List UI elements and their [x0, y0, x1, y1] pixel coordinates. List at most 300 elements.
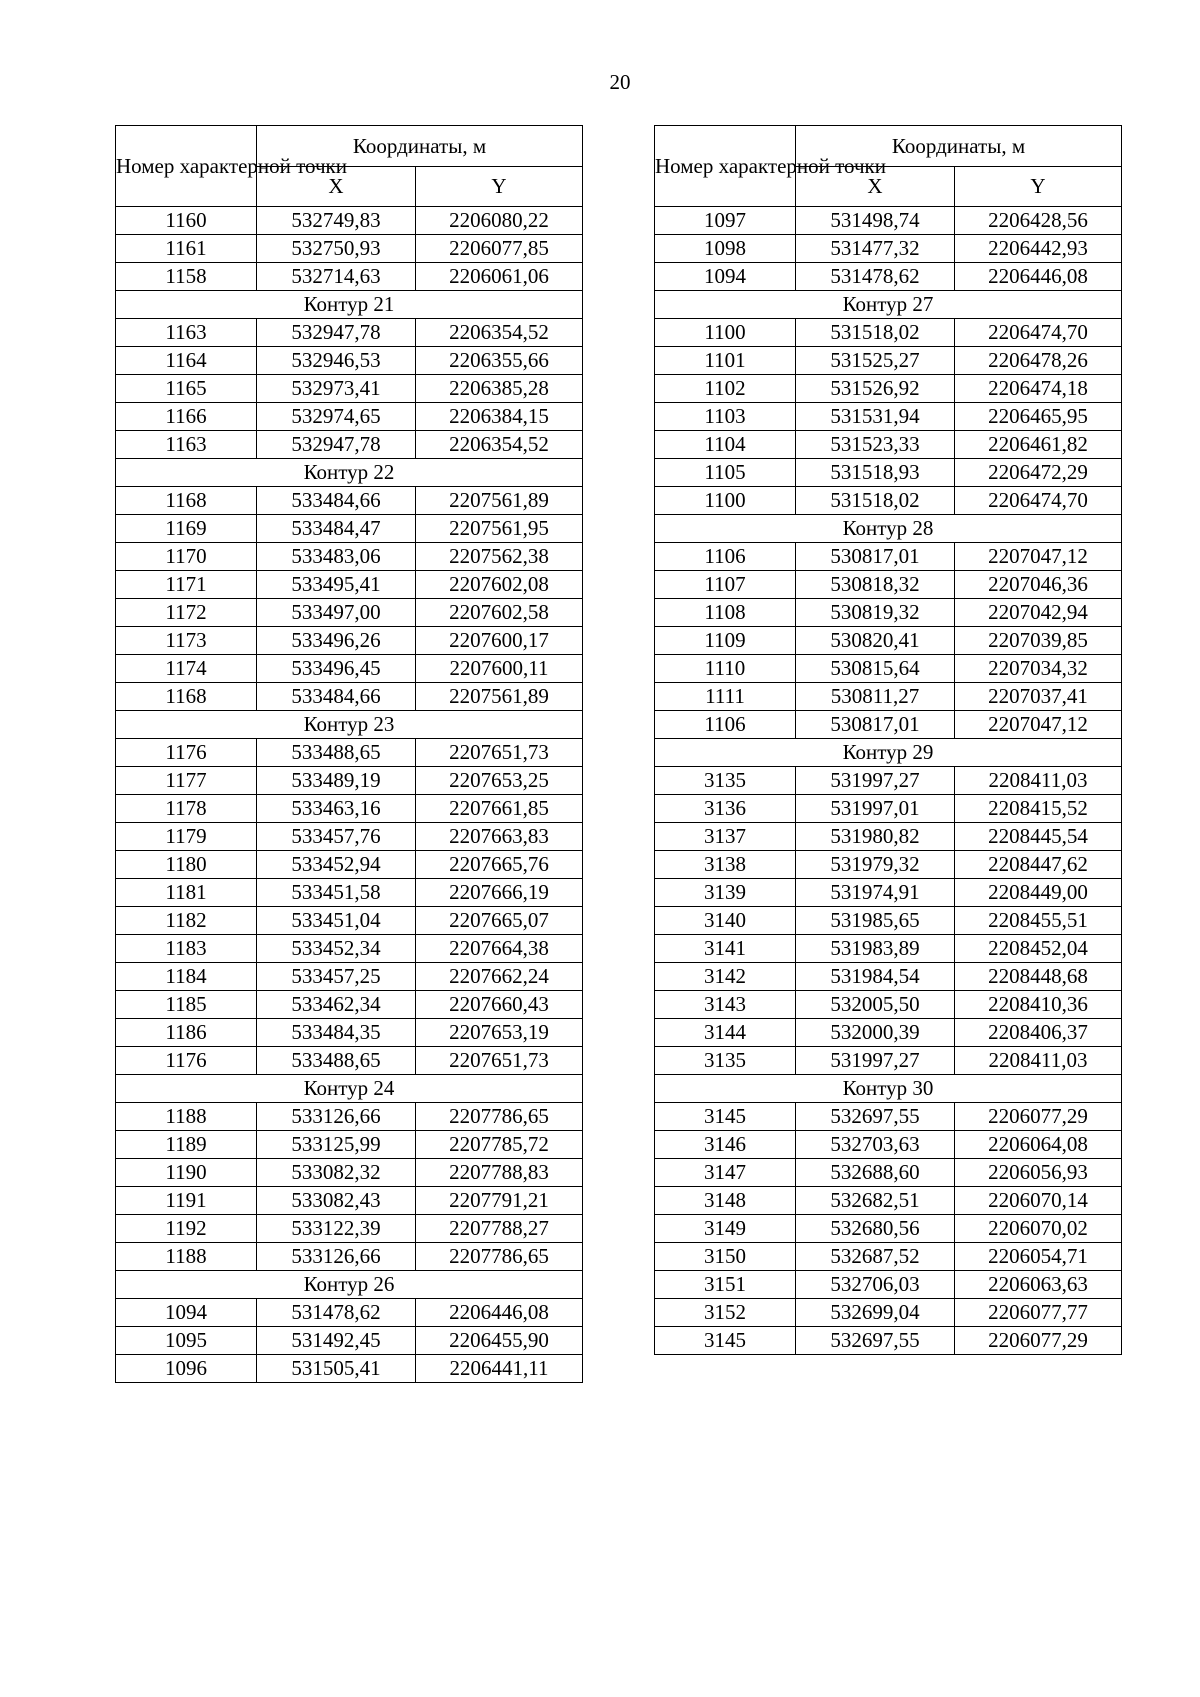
- y-coordinate-cell: 2207600,17: [416, 627, 583, 655]
- table-row: [116, 375, 583, 403]
- x-coordinate-cell: 531525,27: [796, 347, 955, 375]
- table-row: [116, 935, 583, 963]
- x-coordinate-cell: 533496,45: [257, 655, 416, 683]
- y-coordinate-cell: 2206384,15: [416, 403, 583, 431]
- table-row: [116, 599, 583, 627]
- point-number-cell: 1106: [655, 711, 796, 739]
- point-number-cell: 1170: [116, 543, 257, 571]
- table-row: [116, 487, 583, 515]
- y-coordinate-cell: 2207665,76: [416, 851, 583, 879]
- table-row: [116, 431, 583, 459]
- point-number-cell: 3144: [655, 1019, 796, 1047]
- table-row: [655, 823, 1122, 851]
- y-coordinate-cell: 2206474,18: [955, 375, 1122, 403]
- table-row: [655, 263, 1122, 291]
- y-coordinate-cell: 2207660,43: [416, 991, 583, 1019]
- point-number-cell: 1164: [116, 347, 257, 375]
- x-coordinate-cell: 533484,66: [257, 487, 416, 515]
- x-coordinate-cell: 530815,64: [796, 655, 955, 683]
- x-coordinate-cell: 533488,65: [257, 1047, 416, 1075]
- table-row: [655, 1215, 1122, 1243]
- x-coordinate-cell: 531518,02: [796, 319, 955, 347]
- contour-row: [116, 459, 583, 487]
- y-coordinate-cell: 2208410,36: [955, 991, 1122, 1019]
- x-coordinate-cell: 532973,41: [257, 375, 416, 403]
- table-row: [116, 1299, 583, 1327]
- table-row: [655, 543, 1122, 571]
- point-number-cell: 1094: [116, 1299, 257, 1327]
- contour-label: Контур 29: [655, 739, 1122, 767]
- x-coordinate-cell: 532946,53: [257, 347, 416, 375]
- table-row: [116, 683, 583, 711]
- table-row: [655, 1103, 1122, 1131]
- table-row: [116, 571, 583, 599]
- x-coordinate-cell: 533452,34: [257, 935, 416, 963]
- y-coordinate-cell: 2206070,14: [955, 1187, 1122, 1215]
- point-number-cell: 1101: [655, 347, 796, 375]
- x-coordinate-cell: 533484,47: [257, 515, 416, 543]
- table-row: [116, 207, 583, 235]
- point-number-cell: 1094: [655, 263, 796, 291]
- y-coordinate-cell: 2206455,90: [416, 1327, 583, 1355]
- x-coordinate-cell: 530817,01: [796, 543, 955, 571]
- point-number-cell: 1188: [116, 1103, 257, 1131]
- x-coordinate-cell: 533125,99: [257, 1131, 416, 1159]
- point-number-cell: 1168: [116, 683, 257, 711]
- y-coordinate-cell: 2208411,03: [955, 767, 1122, 795]
- x-coordinate-cell: 533489,19: [257, 767, 416, 795]
- y-coordinate-cell: 2206080,22: [416, 207, 583, 235]
- x-coordinate-cell: 533457,25: [257, 963, 416, 991]
- x-coordinate-cell: 531477,32: [796, 235, 955, 263]
- y-coordinate-cell: 2207562,38: [416, 543, 583, 571]
- point-number-cell: 3151: [655, 1271, 796, 1299]
- x-coordinate-cell: 531478,62: [257, 1299, 416, 1327]
- table-row: [116, 1215, 583, 1243]
- table-row: [655, 487, 1122, 515]
- header-coordinates: Координаты, м: [257, 126, 583, 167]
- contour-row: [655, 739, 1122, 767]
- point-number-cell: 3145: [655, 1103, 796, 1131]
- y-coordinate-cell: 2207602,08: [416, 571, 583, 599]
- point-number-cell: 1176: [116, 739, 257, 767]
- table-row: [655, 459, 1122, 487]
- contour-label: Контур 30: [655, 1075, 1122, 1103]
- point-number-cell: 1163: [116, 431, 257, 459]
- table-row: [655, 1047, 1122, 1075]
- table-row: [116, 655, 583, 683]
- y-coordinate-cell: 2207039,85: [955, 627, 1122, 655]
- point-number-cell: 3142: [655, 963, 796, 991]
- table-row: [116, 963, 583, 991]
- y-coordinate-cell: 2207785,72: [416, 1131, 583, 1159]
- table-row: [116, 907, 583, 935]
- point-number-cell: 3136: [655, 795, 796, 823]
- x-coordinate-cell: 532714,63: [257, 263, 416, 291]
- y-coordinate-cell: 2207786,65: [416, 1243, 583, 1271]
- point-number-cell: 3146: [655, 1131, 796, 1159]
- y-coordinate-cell: 2206354,52: [416, 319, 583, 347]
- point-number-cell: 1174: [116, 655, 257, 683]
- y-coordinate-cell: 2207561,89: [416, 683, 583, 711]
- y-coordinate-cell: 2207651,73: [416, 739, 583, 767]
- table-row: [116, 403, 583, 431]
- contour-row: [116, 291, 583, 319]
- table-row: [655, 991, 1122, 1019]
- y-coordinate-cell: 2206474,70: [955, 319, 1122, 347]
- point-number-cell: 1178: [116, 795, 257, 823]
- table-row: [116, 1103, 583, 1131]
- y-coordinate-cell: 2207561,89: [416, 487, 583, 515]
- point-number-cell: 3140: [655, 907, 796, 935]
- y-coordinate-cell: 2207047,12: [955, 543, 1122, 571]
- y-coordinate-cell: 2207042,94: [955, 599, 1122, 627]
- y-coordinate-cell: 2208452,04: [955, 935, 1122, 963]
- table-row: [116, 1327, 583, 1355]
- x-coordinate-cell: 533126,66: [257, 1243, 416, 1271]
- x-coordinate-cell: 532697,55: [796, 1327, 955, 1355]
- point-number-cell: 1184: [116, 963, 257, 991]
- header-point-number: Номер характерной точки: [655, 126, 796, 207]
- table-row: [655, 431, 1122, 459]
- point-number-cell: 1172: [116, 599, 257, 627]
- y-coordinate-cell: 2206063,63: [955, 1271, 1122, 1299]
- x-coordinate-cell: 532750,93: [257, 235, 416, 263]
- contour-row: [116, 711, 583, 739]
- y-coordinate-cell: 2208406,37: [955, 1019, 1122, 1047]
- contour-label: Контур 22: [116, 459, 583, 487]
- point-number-cell: 1163: [116, 319, 257, 347]
- table-row: [655, 1243, 1122, 1271]
- x-coordinate-cell: 532706,03: [796, 1271, 955, 1299]
- contour-label: Контур 21: [116, 291, 583, 319]
- y-coordinate-cell: 2206061,06: [416, 263, 583, 291]
- x-coordinate-cell: 533484,66: [257, 683, 416, 711]
- y-coordinate-cell: 2206354,52: [416, 431, 583, 459]
- point-number-cell: 1105: [655, 459, 796, 487]
- contour-label: Контур 24: [116, 1075, 583, 1103]
- table-body: [116, 207, 583, 1383]
- contour-row: [655, 291, 1122, 319]
- y-coordinate-cell: 2206077,29: [955, 1103, 1122, 1131]
- x-coordinate-cell: 532680,56: [796, 1215, 955, 1243]
- point-number-cell: 1110: [655, 655, 796, 683]
- point-number-cell: 1189: [116, 1131, 257, 1159]
- point-number-cell: 1173: [116, 627, 257, 655]
- table-row: [116, 515, 583, 543]
- point-number-cell: 3150: [655, 1243, 796, 1271]
- x-coordinate-cell: 531531,94: [796, 403, 955, 431]
- point-number-cell: 1169: [116, 515, 257, 543]
- x-coordinate-cell: 533496,26: [257, 627, 416, 655]
- point-number-cell: 1168: [116, 487, 257, 515]
- x-coordinate-cell: 533495,41: [257, 571, 416, 599]
- table-row: [116, 627, 583, 655]
- contour-row: [116, 1271, 583, 1299]
- table-row: [116, 823, 583, 851]
- coordinates-table-left: [115, 125, 583, 1383]
- table-row: [116, 851, 583, 879]
- table-row: [655, 1187, 1122, 1215]
- contour-row: [116, 1075, 583, 1103]
- table-row: [655, 767, 1122, 795]
- table-row: [116, 1355, 583, 1383]
- point-number-cell: 1104: [655, 431, 796, 459]
- y-coordinate-cell: 2206355,66: [416, 347, 583, 375]
- contour-label: Контур 28: [655, 515, 1122, 543]
- table-row: [655, 655, 1122, 683]
- y-coordinate-cell: 2207034,32: [955, 655, 1122, 683]
- y-coordinate-cell: 2206474,70: [955, 487, 1122, 515]
- y-coordinate-cell: 2207561,95: [416, 515, 583, 543]
- y-coordinate-cell: 2208415,52: [955, 795, 1122, 823]
- y-coordinate-cell: 2208455,51: [955, 907, 1122, 935]
- point-number-cell: 3135: [655, 767, 796, 795]
- x-coordinate-cell: 532687,52: [796, 1243, 955, 1271]
- table-row: [655, 683, 1122, 711]
- header-y: Y: [416, 166, 583, 207]
- contour-row: [655, 515, 1122, 543]
- point-number-cell: 3148: [655, 1187, 796, 1215]
- x-coordinate-cell: 532947,78: [257, 431, 416, 459]
- table-row: [655, 1271, 1122, 1299]
- x-coordinate-cell: 532688,60: [796, 1159, 955, 1187]
- x-coordinate-cell: 533457,76: [257, 823, 416, 851]
- table-row: [655, 403, 1122, 431]
- point-number-cell: 3138: [655, 851, 796, 879]
- y-coordinate-cell: 2208449,00: [955, 879, 1122, 907]
- x-coordinate-cell: 533452,94: [257, 851, 416, 879]
- coordinates-table-right: [654, 125, 1122, 1355]
- point-number-cell: 1109: [655, 627, 796, 655]
- y-coordinate-cell: 2207653,25: [416, 767, 583, 795]
- point-number-cell: 1185: [116, 991, 257, 1019]
- table-row: [116, 1187, 583, 1215]
- point-number-cell: 1183: [116, 935, 257, 963]
- table-row: [116, 347, 583, 375]
- point-number-cell: 3143: [655, 991, 796, 1019]
- x-coordinate-cell: 531980,82: [796, 823, 955, 851]
- y-coordinate-cell: 2206446,08: [416, 1299, 583, 1327]
- table-row: [655, 1159, 1122, 1187]
- x-coordinate-cell: 531984,54: [796, 963, 955, 991]
- table-row: [655, 347, 1122, 375]
- x-coordinate-cell: 531983,89: [796, 935, 955, 963]
- table-row: [655, 795, 1122, 823]
- x-coordinate-cell: 532699,04: [796, 1299, 955, 1327]
- y-coordinate-cell: 2207786,65: [416, 1103, 583, 1131]
- x-coordinate-cell: 533484,35: [257, 1019, 416, 1047]
- x-coordinate-cell: 531526,92: [796, 375, 955, 403]
- y-coordinate-cell: 2206056,93: [955, 1159, 1122, 1187]
- point-number-cell: 3139: [655, 879, 796, 907]
- x-coordinate-cell: 531492,45: [257, 1327, 416, 1355]
- table-row: [116, 879, 583, 907]
- x-coordinate-cell: 531523,33: [796, 431, 955, 459]
- y-coordinate-cell: 2207602,58: [416, 599, 583, 627]
- table-body: [655, 207, 1122, 1355]
- y-coordinate-cell: 2208411,03: [955, 1047, 1122, 1075]
- y-coordinate-cell: 2207788,83: [416, 1159, 583, 1187]
- y-coordinate-cell: 2206441,11: [416, 1355, 583, 1383]
- table-row: [655, 1019, 1122, 1047]
- table-row: [116, 991, 583, 1019]
- x-coordinate-cell: 531997,01: [796, 795, 955, 823]
- point-number-cell: 1111: [655, 683, 796, 711]
- contour-label: Контур 26: [116, 1271, 583, 1299]
- table-row: [655, 375, 1122, 403]
- y-coordinate-cell: 2207653,19: [416, 1019, 583, 1047]
- y-coordinate-cell: 2207664,38: [416, 935, 583, 963]
- y-coordinate-cell: 2207788,27: [416, 1215, 583, 1243]
- point-number-cell: 1192: [116, 1215, 257, 1243]
- table-row: [116, 235, 583, 263]
- point-number-cell: 1096: [116, 1355, 257, 1383]
- y-coordinate-cell: 2207651,73: [416, 1047, 583, 1075]
- point-number-cell: 1180: [116, 851, 257, 879]
- y-coordinate-cell: 2207665,07: [416, 907, 583, 935]
- x-coordinate-cell: 532947,78: [257, 319, 416, 347]
- x-coordinate-cell: 532682,51: [796, 1187, 955, 1215]
- point-number-cell: 3145: [655, 1327, 796, 1355]
- y-coordinate-cell: 2207037,41: [955, 683, 1122, 711]
- point-number-cell: 1102: [655, 375, 796, 403]
- table-row: [655, 851, 1122, 879]
- x-coordinate-cell: 532005,50: [796, 991, 955, 1019]
- table-row: [116, 319, 583, 347]
- contour-row: [655, 1075, 1122, 1103]
- table-row: [655, 319, 1122, 347]
- point-number-cell: 1100: [655, 487, 796, 515]
- point-number-cell: 3149: [655, 1215, 796, 1243]
- x-coordinate-cell: 532000,39: [796, 1019, 955, 1047]
- y-coordinate-cell: 2207661,85: [416, 795, 583, 823]
- x-coordinate-cell: 533488,65: [257, 739, 416, 767]
- point-number-cell: 1108: [655, 599, 796, 627]
- table-row: [116, 1131, 583, 1159]
- table-row: [655, 627, 1122, 655]
- y-coordinate-cell: 2206465,95: [955, 403, 1122, 431]
- point-number-cell: 3147: [655, 1159, 796, 1187]
- x-coordinate-cell: 533126,66: [257, 1103, 416, 1131]
- y-coordinate-cell: 2206054,71: [955, 1243, 1122, 1271]
- table-row: [655, 879, 1122, 907]
- table-row: [655, 235, 1122, 263]
- y-coordinate-cell: 2208448,68: [955, 963, 1122, 991]
- y-coordinate-cell: 2207666,19: [416, 879, 583, 907]
- x-coordinate-cell: 533462,34: [257, 991, 416, 1019]
- x-coordinate-cell: 531478,62: [796, 263, 955, 291]
- y-coordinate-cell: 2208447,62: [955, 851, 1122, 879]
- x-coordinate-cell: 531505,41: [257, 1355, 416, 1383]
- table-row: [655, 935, 1122, 963]
- y-coordinate-cell: 2206077,29: [955, 1327, 1122, 1355]
- x-coordinate-cell: 531997,27: [796, 1047, 955, 1075]
- point-number-cell: 1179: [116, 823, 257, 851]
- point-number-cell: 1166: [116, 403, 257, 431]
- x-coordinate-cell: 533497,00: [257, 599, 416, 627]
- y-coordinate-cell: 2206442,93: [955, 235, 1122, 263]
- y-coordinate-cell: 2206077,85: [416, 235, 583, 263]
- x-coordinate-cell: 531979,32: [796, 851, 955, 879]
- table-row: [655, 907, 1122, 935]
- point-number-cell: 1161: [116, 235, 257, 263]
- table-row: [116, 795, 583, 823]
- table-row: [116, 1243, 583, 1271]
- y-coordinate-cell: 2206064,08: [955, 1131, 1122, 1159]
- header-coordinates: Координаты, м: [796, 126, 1122, 167]
- point-number-cell: 1186: [116, 1019, 257, 1047]
- y-coordinate-cell: 2208445,54: [955, 823, 1122, 851]
- header-x: X: [796, 166, 955, 207]
- x-coordinate-cell: 532703,63: [796, 1131, 955, 1159]
- y-coordinate-cell: 2207663,83: [416, 823, 583, 851]
- x-coordinate-cell: 532749,83: [257, 207, 416, 235]
- y-coordinate-cell: 2207047,12: [955, 711, 1122, 739]
- table-row: [655, 963, 1122, 991]
- y-coordinate-cell: 2207600,11: [416, 655, 583, 683]
- header-point-number: Номер характерной точки: [116, 126, 257, 207]
- y-coordinate-cell: 2206472,29: [955, 459, 1122, 487]
- x-coordinate-cell: 533451,04: [257, 907, 416, 935]
- table-row: [655, 711, 1122, 739]
- x-coordinate-cell: 531498,74: [796, 207, 955, 235]
- x-coordinate-cell: 530818,32: [796, 571, 955, 599]
- x-coordinate-cell: 533082,43: [257, 1187, 416, 1215]
- point-number-cell: 1165: [116, 375, 257, 403]
- header-x: X: [257, 166, 416, 207]
- point-number-cell: 1181: [116, 879, 257, 907]
- point-number-cell: 1176: [116, 1047, 257, 1075]
- y-coordinate-cell: 2206385,28: [416, 375, 583, 403]
- point-number-cell: 1171: [116, 571, 257, 599]
- x-coordinate-cell: 531974,91: [796, 879, 955, 907]
- x-coordinate-cell: 531997,27: [796, 767, 955, 795]
- x-coordinate-cell: 530819,32: [796, 599, 955, 627]
- x-coordinate-cell: 533082,32: [257, 1159, 416, 1187]
- x-coordinate-cell: 533451,58: [257, 879, 416, 907]
- x-coordinate-cell: 531518,02: [796, 487, 955, 515]
- x-coordinate-cell: 530817,01: [796, 711, 955, 739]
- point-number-cell: 1190: [116, 1159, 257, 1187]
- point-number-cell: 1100: [655, 319, 796, 347]
- table-row: [655, 1327, 1122, 1355]
- point-number-cell: 3137: [655, 823, 796, 851]
- table-row: [655, 207, 1122, 235]
- table-row: [655, 599, 1122, 627]
- point-number-cell: 1107: [655, 571, 796, 599]
- page-number: 20: [609, 70, 631, 94]
- contour-label: Контур 23: [116, 711, 583, 739]
- table-row: [116, 739, 583, 767]
- y-coordinate-cell: 2207791,21: [416, 1187, 583, 1215]
- table-row: [116, 1019, 583, 1047]
- contour-label: Контур 27: [655, 291, 1122, 319]
- table-row: [655, 1299, 1122, 1327]
- point-number-cell: 1106: [655, 543, 796, 571]
- y-coordinate-cell: 2206070,02: [955, 1215, 1122, 1243]
- point-number-cell: 1188: [116, 1243, 257, 1271]
- x-coordinate-cell: 532697,55: [796, 1103, 955, 1131]
- y-coordinate-cell: 2206446,08: [955, 263, 1122, 291]
- point-number-cell: 1177: [116, 767, 257, 795]
- point-number-cell: 1095: [116, 1327, 257, 1355]
- point-number-cell: 3141: [655, 935, 796, 963]
- table-row: [655, 1131, 1122, 1159]
- x-coordinate-cell: 530820,41: [796, 627, 955, 655]
- table-row: [116, 263, 583, 291]
- x-coordinate-cell: 531985,65: [796, 907, 955, 935]
